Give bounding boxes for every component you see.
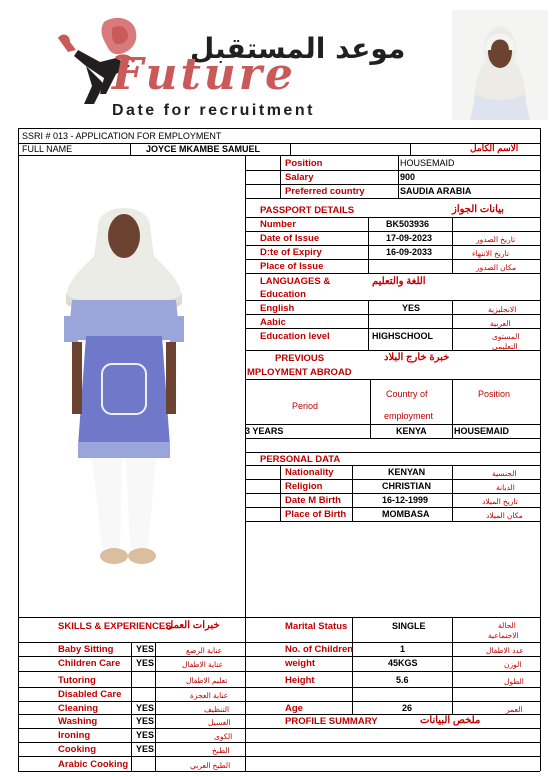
birth-date-arabic: تاريخ الميلاد: [482, 497, 518, 506]
skill-disabled-care-label: Disabled Care: [58, 689, 122, 700]
arabic-label: Aabic: [260, 317, 286, 328]
column-position: Position: [478, 389, 511, 399]
skill-ironing-value: YES: [136, 730, 155, 740]
previous-heading: PREVIOUS: [275, 353, 325, 364]
arabic-arabic: العربية: [490, 319, 511, 328]
religion-arabic: الديانة: [496, 483, 515, 492]
full-name-label: FULL NAME: [22, 144, 73, 154]
age-arabic: العمر: [506, 705, 523, 714]
skill-tutoring-arabic: تعليم الاطفال: [186, 676, 228, 685]
salary-value: 900: [400, 172, 416, 182]
full-name-value: JOYCE MKAMBE SAMUEL: [146, 144, 261, 154]
skill-washing-arabic: الغسيل: [208, 718, 231, 727]
skill-ironing-label: Ironing: [58, 730, 91, 741]
preferred-country-value: SAUDIA ARABIA: [400, 186, 472, 196]
salary-label: Salary: [285, 172, 314, 183]
marital-status-label: Marital Status: [285, 621, 348, 632]
age-value: 26: [402, 703, 413, 713]
english-label: English: [260, 303, 295, 314]
skill-cleaning-arabic: التنظيف: [204, 705, 230, 714]
passport-number-value: BK503936: [386, 219, 430, 229]
passport-heading-arabic: بيانات الجواز: [452, 204, 504, 215]
religion-label: Religion: [285, 481, 323, 492]
children-value: 1: [400, 644, 406, 654]
skill-washing-label: Washing: [58, 716, 98, 727]
issue-place-arabic: مكان الصدور: [476, 263, 517, 272]
education-level-label: Education level: [260, 331, 330, 342]
issue-date-value: 17-09-2023: [386, 233, 433, 243]
languages-heading-arabic: اللغة والتعليم: [372, 276, 426, 287]
logo-tagline: Date for recruitment: [112, 102, 315, 119]
education-level-arabic-2: التعليمي: [492, 342, 518, 351]
english-arabic: الانجليزية: [488, 305, 517, 314]
skill-baby-sitting-arabic: عناية الرضع: [186, 646, 223, 655]
height-label: Height: [285, 675, 315, 686]
expiry-date-label: D:te of Expiry: [260, 247, 322, 258]
children-label: No. of Children: [285, 644, 354, 655]
column-period: Period: [292, 401, 319, 411]
skill-washing-value: YES: [136, 716, 155, 726]
birth-date-value: 16-12-1999: [382, 495, 429, 505]
skills-heading-arabic: خبرات العمل: [166, 620, 220, 631]
experience-country: KENYA: [396, 426, 427, 436]
nationality-label: Nationality: [285, 467, 334, 478]
religion-value: CHRISTIAN: [382, 481, 431, 491]
languages-heading: LANGUAGES &: [260, 276, 331, 287]
skill-children-care-value: YES: [136, 658, 155, 668]
issue-date-arabic: تاريخ الصدور: [476, 235, 516, 244]
education-level-value: HIGHSCHOOL: [372, 331, 434, 341]
skill-children-care-label: Children Care: [58, 658, 121, 669]
nationality-value: KENYAN: [388, 467, 426, 477]
skill-cleaning-value: YES: [136, 703, 155, 713]
skill-cleaning-label: Cleaning: [58, 703, 99, 714]
skills-heading: SKILLS & EXPERIENCES: [58, 621, 172, 632]
full-name-arabic: الاسم الكامل: [470, 143, 519, 153]
profile-summary-label: PROFILE SUMMARY: [285, 716, 378, 727]
column-country-1: Country of: [386, 389, 428, 399]
expiry-date-value: 16-09-2033: [386, 247, 433, 257]
age-label: Age: [285, 703, 303, 714]
english-value: YES: [402, 303, 421, 313]
weight-value: 45KGS: [388, 658, 418, 668]
passport-heading: PASSPORT DETAILS: [260, 205, 355, 216]
profile-summary-arabic: ملخص البيانات: [420, 715, 481, 726]
experience-position: HOUSEMAID: [454, 426, 510, 436]
marital-status-arabic-1: الحالة: [498, 621, 516, 630]
birth-place-value: MOMBASA: [382, 509, 430, 519]
skill-tutoring-label: Tutoring: [58, 675, 96, 686]
employment-abroad-heading: MPLOYMENT ABROAD: [247, 367, 352, 378]
marital-status-value: SINGLE: [392, 621, 426, 631]
expiry-date-arabic: تاريخ الانتهاء: [472, 249, 509, 258]
skill-ironing-arabic: الكوى: [214, 732, 233, 741]
header: [0, 0, 559, 128]
full-body-photo: [58, 196, 190, 574]
education-heading: Education: [260, 289, 306, 300]
skill-children-care-arabic: عناية الاطفال: [182, 660, 224, 669]
nationality-arabic: الجنسية: [492, 469, 517, 478]
birth-place-label: Place of Birth: [285, 509, 347, 520]
skill-baby-sitting-label: Baby Sitting: [58, 644, 114, 655]
issue-place-label: Place of Issue: [260, 261, 324, 272]
passport-number-label: Number: [260, 219, 296, 230]
position-value: HOUSEMAID: [400, 158, 455, 168]
skill-arabic-cooking-label: Arabic Cooking: [58, 759, 129, 770]
height-value: 5.6: [396, 675, 409, 685]
logo-arabic: موعد المستقبل: [190, 32, 406, 65]
column-country-2: employment: [384, 411, 434, 421]
marital-status-arabic-2: الاجتماعية: [488, 631, 519, 640]
skill-cooking-value: YES: [136, 744, 155, 754]
birth-date-label: Date M Birth: [285, 495, 341, 506]
birth-place-arabic: مكان الميلاد: [486, 511, 523, 520]
logo-english: Future: [112, 49, 296, 100]
skill-disabled-care-arabic: عناية العجزة: [190, 691, 229, 700]
weight-label: weight: [285, 658, 316, 669]
height-arabic: الطول: [504, 677, 524, 686]
position-label: Position: [285, 158, 323, 169]
skill-cooking-label: Cooking: [58, 744, 96, 755]
experience-heading-arabic: خبرة خارج البلاد: [384, 352, 450, 363]
form-title: SSRI # 013 - APPLICATION FOR EMPLOYMENT: [22, 131, 222, 141]
preferred-country-label: Preferred country: [285, 186, 365, 197]
weight-arabic: الوزن: [504, 660, 522, 669]
skill-cooking-arabic: الطبخ: [212, 746, 230, 755]
skill-baby-sitting-value: YES: [136, 644, 155, 654]
headshot-photo: [452, 10, 548, 120]
skill-arabic-cooking-arabic: الطبخ العربي: [190, 761, 231, 770]
experience-period: 3 YEARS: [245, 426, 284, 436]
issue-date-label: Date of Issue: [260, 233, 320, 244]
personal-heading: PERSONAL DATA: [260, 454, 341, 465]
education-level-arabic-1: المستوى: [492, 332, 520, 341]
children-arabic: عدد الاطفال: [486, 646, 524, 655]
